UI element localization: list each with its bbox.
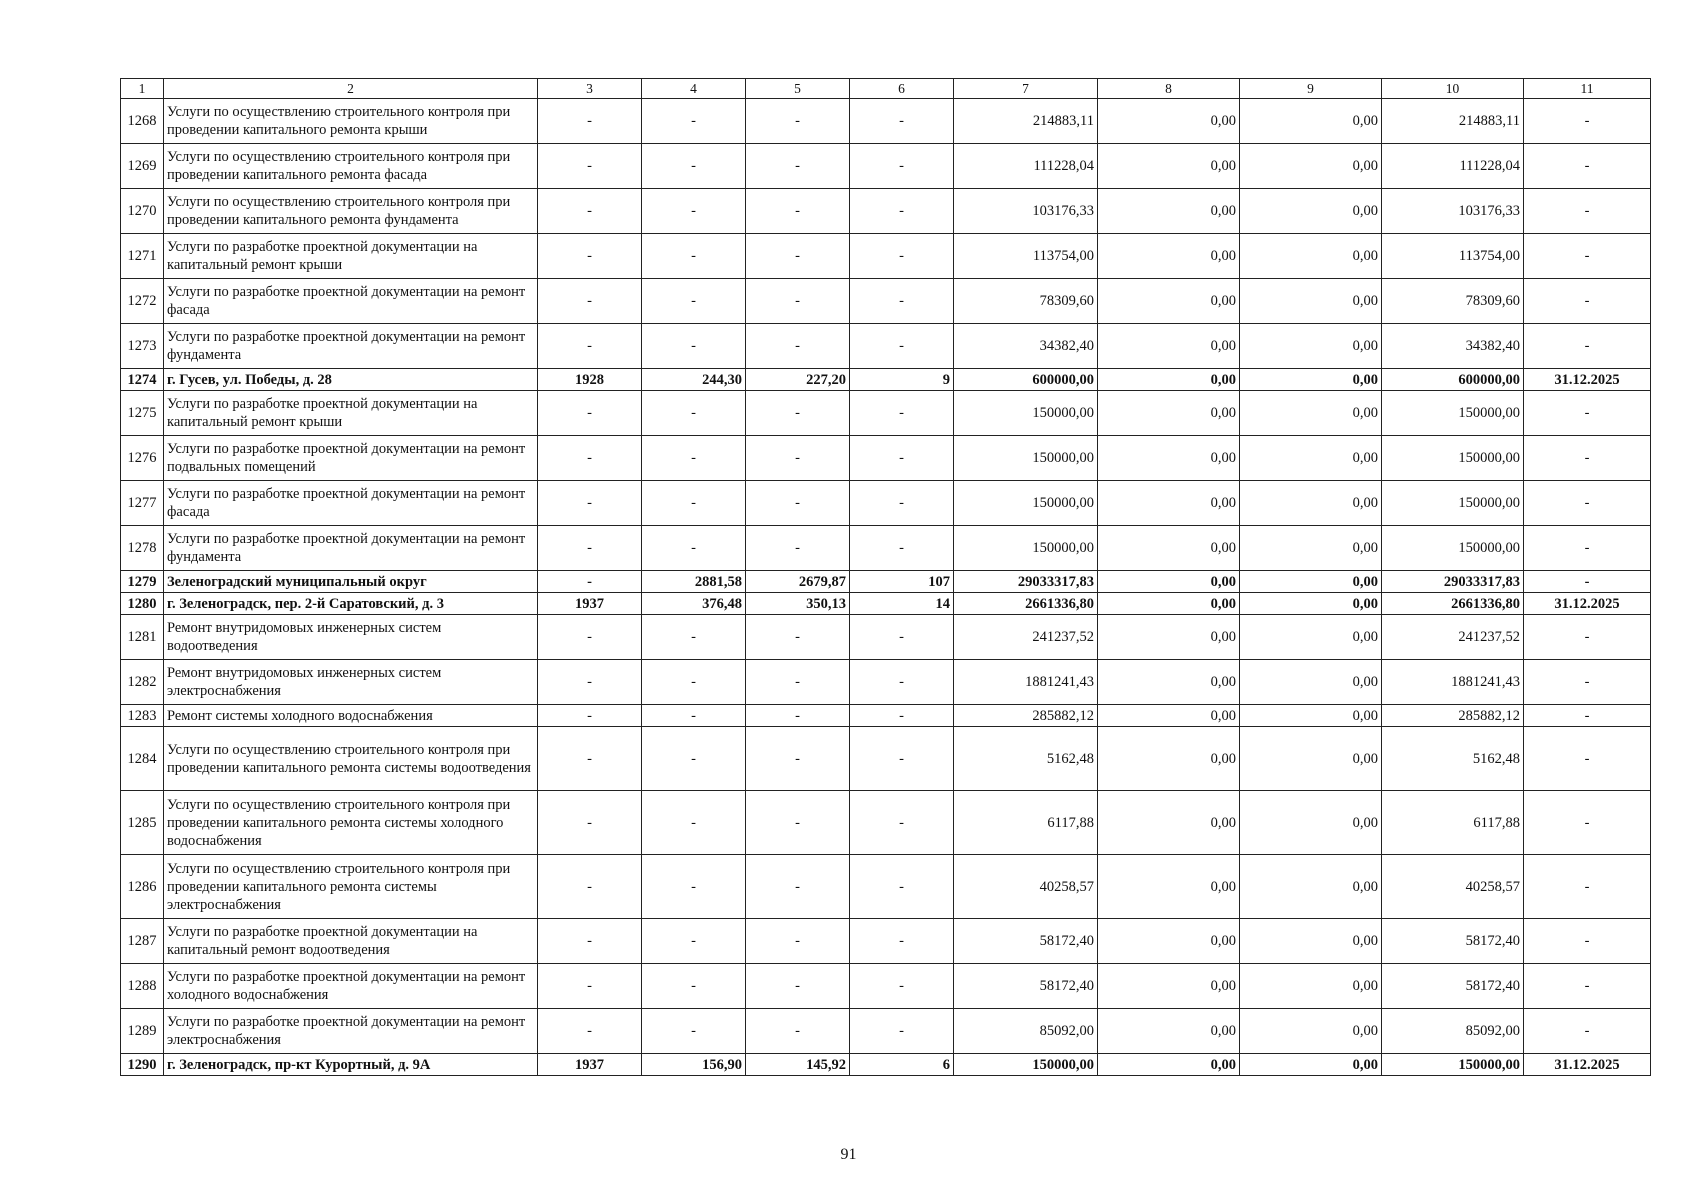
table-row [121, 791, 1651, 855]
residents-cell: - [850, 615, 954, 660]
deadline-cell: 31.12.2025 [1524, 593, 1651, 615]
row-number-cell: 1290 [121, 1054, 164, 1076]
living-area-cell: 350,13 [746, 593, 850, 615]
deadline-cell: - [1524, 526, 1651, 571]
year-cell: - [538, 481, 642, 526]
deadline-cell: - [1524, 99, 1651, 144]
total-cost-cell: 150000,00 [954, 526, 1098, 571]
cost-col9-cell: 0,00 [1240, 593, 1382, 615]
total-cost-cell: 58172,40 [954, 964, 1098, 1009]
column-header: 11 [1524, 79, 1651, 99]
residents-cell: 6 [850, 1054, 954, 1076]
address-row [121, 1054, 1651, 1076]
cost-col10-cell: 34382,40 [1382, 324, 1524, 369]
total-cost-cell: 78309,60 [954, 279, 1098, 324]
living-area-cell: - [746, 660, 850, 705]
deadline-cell: - [1524, 615, 1651, 660]
year-cell: 1928 [538, 369, 642, 391]
work-description-cell: Ремонт внутридомовых инженерных систем электроснабжения [164, 660, 538, 705]
deadline-cell: - [1524, 1009, 1651, 1054]
living-area-cell: - [746, 964, 850, 1009]
row-number-cell: 1284 [121, 727, 164, 791]
table-row [121, 526, 1651, 571]
total-cost-cell: 111228,04 [954, 144, 1098, 189]
table-row [121, 615, 1651, 660]
deadline-cell: - [1524, 660, 1651, 705]
cost-col9-cell: 0,00 [1240, 615, 1382, 660]
cost-col8-cell: 0,00 [1098, 234, 1240, 279]
table-row [121, 481, 1651, 526]
living-area-cell: - [746, 705, 850, 727]
total-area-cell: - [642, 144, 746, 189]
row-number-cell: 1278 [121, 526, 164, 571]
column-header: 8 [1098, 79, 1240, 99]
cost-col9-cell: 0,00 [1240, 324, 1382, 369]
cost-col9-cell: 0,00 [1240, 99, 1382, 144]
cost-col9-cell: 0,00 [1240, 369, 1382, 391]
cost-col10-cell: 285882,12 [1382, 705, 1524, 727]
deadline-cell: - [1524, 279, 1651, 324]
total-cost-cell: 103176,33 [954, 189, 1098, 234]
total-area-cell: - [642, 279, 746, 324]
table-row [121, 234, 1651, 279]
work-description-cell: г. Зеленоградск, пер. 2-й Саратовский, д. 3 [164, 593, 538, 615]
table-row [121, 189, 1651, 234]
residents-cell: - [850, 964, 954, 1009]
column-header: 3 [538, 79, 642, 99]
column-header: 5 [746, 79, 850, 99]
cost-col10-cell: 2661336,80 [1382, 593, 1524, 615]
total-cost-cell: 29033317,83 [954, 571, 1098, 593]
table-row [121, 99, 1651, 144]
year-cell: - [538, 727, 642, 791]
total-area-cell: - [642, 727, 746, 791]
cost-col8-cell: 0,00 [1098, 1054, 1240, 1076]
total-area-cell: - [642, 855, 746, 919]
cost-col9-cell: 0,00 [1240, 571, 1382, 593]
deadline-cell: - [1524, 727, 1651, 791]
row-number-cell: 1277 [121, 481, 164, 526]
year-cell: - [538, 189, 642, 234]
deadline-cell: - [1524, 705, 1651, 727]
cost-col9-cell: 0,00 [1240, 436, 1382, 481]
table-body [121, 79, 1651, 1076]
total-area-cell: - [642, 660, 746, 705]
cost-col10-cell: 113754,00 [1382, 234, 1524, 279]
cost-col9-cell: 0,00 [1240, 279, 1382, 324]
work-description-cell: г. Зеленоградск, пр-кт Курортный, д. 9А [164, 1054, 538, 1076]
total-cost-cell: 40258,57 [954, 855, 1098, 919]
cost-col10-cell: 85092,00 [1382, 1009, 1524, 1054]
residents-cell: - [850, 919, 954, 964]
cost-col9-cell: 0,00 [1240, 144, 1382, 189]
row-number-cell: 1272 [121, 279, 164, 324]
total-cost-cell: 1881241,43 [954, 660, 1098, 705]
work-description-cell: Услуги по разработке проектной документации на ремонт фасада [164, 481, 538, 526]
cost-col8-cell: 0,00 [1098, 660, 1240, 705]
work-description-cell: Услуги по осуществлению строительного контроля при проведении капитального ремонта фундамента [164, 189, 538, 234]
work-description-cell: Услуги по разработке проектной документации на капитальный ремонт крыши [164, 234, 538, 279]
work-description-cell: Услуги по осуществлению строительного контроля при проведении капитального ремонта системы водоотведения [164, 727, 538, 791]
total-area-cell: - [642, 324, 746, 369]
deadline-cell: 31.12.2025 [1524, 1054, 1651, 1076]
residents-cell: - [850, 1009, 954, 1054]
residents-cell: - [850, 436, 954, 481]
cost-col8-cell: 0,00 [1098, 615, 1240, 660]
total-area-cell: 2881,58 [642, 571, 746, 593]
deadline-cell: - [1524, 144, 1651, 189]
living-area-cell: - [746, 189, 850, 234]
residents-cell: - [850, 727, 954, 791]
work-description-cell: Услуги по разработке проектной документации на ремонт фундамента [164, 324, 538, 369]
total-area-cell: - [642, 1009, 746, 1054]
work-description-cell: Услуги по разработке проектной документации на капитальный ремонт крыши [164, 391, 538, 436]
row-number-cell: 1281 [121, 615, 164, 660]
residents-cell: 9 [850, 369, 954, 391]
residents-cell: - [850, 99, 954, 144]
residents-cell: - [850, 791, 954, 855]
row-number-cell: 1288 [121, 964, 164, 1009]
cost-col10-cell: 6117,88 [1382, 791, 1524, 855]
cost-col8-cell: 0,00 [1098, 99, 1240, 144]
deadline-cell: - [1524, 791, 1651, 855]
living-area-cell: - [746, 526, 850, 571]
cost-col8-cell: 0,00 [1098, 727, 1240, 791]
residents-cell: - [850, 279, 954, 324]
residents-cell: - [850, 189, 954, 234]
row-number-cell: 1282 [121, 660, 164, 705]
row-number-cell: 1271 [121, 234, 164, 279]
deadline-cell: - [1524, 324, 1651, 369]
document-table-container [120, 78, 1650, 1076]
repair-program-table [120, 78, 1651, 1076]
cost-col8-cell: 0,00 [1098, 593, 1240, 615]
row-number-cell: 1289 [121, 1009, 164, 1054]
year-cell: - [538, 144, 642, 189]
total-area-cell: - [642, 791, 746, 855]
work-description-cell: Услуги по разработке проектной документации на ремонт фасада [164, 279, 538, 324]
row-number-cell: 1287 [121, 919, 164, 964]
cost-col9-cell: 0,00 [1240, 189, 1382, 234]
living-area-cell: - [746, 391, 850, 436]
residents-cell: - [850, 481, 954, 526]
cost-col8-cell: 0,00 [1098, 526, 1240, 571]
living-area-cell: 2679,87 [746, 571, 850, 593]
living-area-cell: - [746, 99, 850, 144]
row-number-cell: 1274 [121, 369, 164, 391]
year-cell: - [538, 660, 642, 705]
row-number-cell: 1286 [121, 855, 164, 919]
residents-cell: - [850, 324, 954, 369]
deadline-cell: - [1524, 234, 1651, 279]
living-area-cell: - [746, 234, 850, 279]
residents-cell: - [850, 391, 954, 436]
residents-cell: 107 [850, 571, 954, 593]
total-area-cell: 376,48 [642, 593, 746, 615]
column-header: 4 [642, 79, 746, 99]
cost-col9-cell: 0,00 [1240, 234, 1382, 279]
total-area-cell: - [642, 705, 746, 727]
total-cost-cell: 600000,00 [954, 369, 1098, 391]
total-cost-cell: 5162,48 [954, 727, 1098, 791]
work-description-cell: Услуги по осуществлению строительного контроля при проведении капитального ремонта фасада [164, 144, 538, 189]
cost-col10-cell: 111228,04 [1382, 144, 1524, 189]
column-header: 9 [1240, 79, 1382, 99]
cost-col8-cell: 0,00 [1098, 391, 1240, 436]
living-area-cell: - [746, 279, 850, 324]
year-cell: - [538, 705, 642, 727]
year-cell: - [538, 855, 642, 919]
column-header: 6 [850, 79, 954, 99]
cost-col10-cell: 58172,40 [1382, 919, 1524, 964]
row-number-cell: 1273 [121, 324, 164, 369]
address-row [121, 571, 1651, 593]
cost-col8-cell: 0,00 [1098, 481, 1240, 526]
total-area-cell: - [642, 189, 746, 234]
row-number-cell: 1270 [121, 189, 164, 234]
work-description-cell: Зеленоградский муниципальный округ [164, 571, 538, 593]
cost-col10-cell: 150000,00 [1382, 391, 1524, 436]
cost-col8-cell: 0,00 [1098, 791, 1240, 855]
cost-col8-cell: 0,00 [1098, 189, 1240, 234]
total-cost-cell: 113754,00 [954, 234, 1098, 279]
year-cell: - [538, 391, 642, 436]
cost-col10-cell: 58172,40 [1382, 964, 1524, 1009]
cost-col10-cell: 150000,00 [1382, 481, 1524, 526]
total-cost-cell: 58172,40 [954, 919, 1098, 964]
cost-col9-cell: 0,00 [1240, 660, 1382, 705]
residents-cell: - [850, 705, 954, 727]
total-area-cell: - [642, 526, 746, 571]
table-row [121, 391, 1651, 436]
cost-col8-cell: 0,00 [1098, 705, 1240, 727]
cost-col10-cell: 103176,33 [1382, 189, 1524, 234]
column-header: 10 [1382, 79, 1524, 99]
year-cell: - [538, 436, 642, 481]
cost-col8-cell: 0,00 [1098, 144, 1240, 189]
living-area-cell: - [746, 855, 850, 919]
row-number-cell: 1269 [121, 144, 164, 189]
total-cost-cell: 150000,00 [954, 481, 1098, 526]
total-cost-cell: 285882,12 [954, 705, 1098, 727]
column-header: 1 [121, 79, 164, 99]
cost-col8-cell: 0,00 [1098, 571, 1240, 593]
cost-col9-cell: 0,00 [1240, 964, 1382, 1009]
year-cell: 1937 [538, 593, 642, 615]
work-description-cell: Услуги по разработке проектной документации на капитальный ремонт водоотведения [164, 919, 538, 964]
deadline-cell: - [1524, 481, 1651, 526]
total-cost-cell: 150000,00 [954, 1054, 1098, 1076]
cost-col8-cell: 0,00 [1098, 324, 1240, 369]
work-description-cell: Услуги по осуществлению строительного контроля при проведении капитального ремонта крыши [164, 99, 538, 144]
year-cell: - [538, 324, 642, 369]
total-area-cell: - [642, 919, 746, 964]
work-description-cell: Услуги по разработке проектной документации на ремонт холодного водоснабжения [164, 964, 538, 1009]
deadline-cell: - [1524, 855, 1651, 919]
year-cell: - [538, 571, 642, 593]
cost-col9-cell: 0,00 [1240, 727, 1382, 791]
total-cost-cell: 150000,00 [954, 391, 1098, 436]
total-cost-cell: 85092,00 [954, 1009, 1098, 1054]
total-area-cell: 156,90 [642, 1054, 746, 1076]
cost-col9-cell: 0,00 [1240, 526, 1382, 571]
cost-col10-cell: 40258,57 [1382, 855, 1524, 919]
address-row [121, 369, 1651, 391]
cost-col8-cell: 0,00 [1098, 964, 1240, 1009]
residents-cell: - [850, 526, 954, 571]
cost-col8-cell: 0,00 [1098, 369, 1240, 391]
living-area-cell: 227,20 [746, 369, 850, 391]
total-area-cell: - [642, 391, 746, 436]
work-description-cell: г. Гусев, ул. Победы, д. 28 [164, 369, 538, 391]
page-number: 91 [840, 1146, 857, 1163]
total-cost-cell: 2661336,80 [954, 593, 1098, 615]
year-cell: - [538, 615, 642, 660]
cost-col9-cell: 0,00 [1240, 481, 1382, 526]
cost-col8-cell: 0,00 [1098, 855, 1240, 919]
cost-col8-cell: 0,00 [1098, 1009, 1240, 1054]
year-cell: - [538, 279, 642, 324]
living-area-cell: - [746, 615, 850, 660]
cost-col10-cell: 214883,11 [1382, 99, 1524, 144]
cost-col10-cell: 241237,52 [1382, 615, 1524, 660]
year-cell: 1937 [538, 1054, 642, 1076]
work-description-cell: Услуги по осуществлению строительного контроля при проведении капитального ремонта системы холодного водоснабжения [164, 791, 538, 855]
column-header: 2 [164, 79, 538, 99]
row-number-cell: 1268 [121, 99, 164, 144]
table-row [121, 1009, 1651, 1054]
residents-cell: - [850, 660, 954, 705]
deadline-cell: - [1524, 391, 1651, 436]
total-area-cell: 244,30 [642, 369, 746, 391]
deadline-cell: - [1524, 571, 1651, 593]
cost-col8-cell: 0,00 [1098, 279, 1240, 324]
work-description-cell: Услуги по осуществлению строительного контроля при проведении капитального ремонта системы электроснабжения [164, 855, 538, 919]
deadline-cell: - [1524, 964, 1651, 1009]
total-cost-cell: 150000,00 [954, 436, 1098, 481]
cost-col10-cell: 150000,00 [1382, 526, 1524, 571]
cost-col8-cell: 0,00 [1098, 436, 1240, 481]
table-row [121, 964, 1651, 1009]
living-area-cell: - [746, 144, 850, 189]
table-row [121, 660, 1651, 705]
living-area-cell: - [746, 791, 850, 855]
year-cell: - [538, 234, 642, 279]
total-cost-cell: 34382,40 [954, 324, 1098, 369]
year-cell: - [538, 99, 642, 144]
table-row [121, 436, 1651, 481]
cost-col10-cell: 78309,60 [1382, 279, 1524, 324]
residents-cell: 14 [850, 593, 954, 615]
deadline-cell: 31.12.2025 [1524, 369, 1651, 391]
total-cost-cell: 214883,11 [954, 99, 1098, 144]
cost-col9-cell: 0,00 [1240, 1009, 1382, 1054]
residents-cell: - [850, 234, 954, 279]
deadline-cell: - [1524, 919, 1651, 964]
living-area-cell: - [746, 436, 850, 481]
total-area-cell: - [642, 481, 746, 526]
cost-col9-cell: 0,00 [1240, 855, 1382, 919]
cost-col10-cell: 150000,00 [1382, 436, 1524, 481]
residents-cell: - [850, 144, 954, 189]
work-description-cell: Услуги по разработке проектной документации на ремонт подвальных помещений [164, 436, 538, 481]
year-cell: - [538, 791, 642, 855]
living-area-cell: - [746, 919, 850, 964]
cost-col9-cell: 0,00 [1240, 919, 1382, 964]
column-header: 7 [954, 79, 1098, 99]
living-area-cell: - [746, 727, 850, 791]
header-row [121, 79, 1651, 99]
row-number-cell: 1275 [121, 391, 164, 436]
address-row [121, 593, 1651, 615]
cost-col10-cell: 1881241,43 [1382, 660, 1524, 705]
row-number-cell: 1279 [121, 571, 164, 593]
work-description-cell: Ремонт системы холодного водоснабжения [164, 705, 538, 727]
work-description-cell: Ремонт внутридомовых инженерных систем водоотведения [164, 615, 538, 660]
year-cell: - [538, 526, 642, 571]
living-area-cell: - [746, 1009, 850, 1054]
cost-col9-cell: 0,00 [1240, 705, 1382, 727]
total-area-cell: - [642, 436, 746, 481]
table-row [121, 324, 1651, 369]
row-number-cell: 1283 [121, 705, 164, 727]
cost-col10-cell: 5162,48 [1382, 727, 1524, 791]
total-area-cell: - [642, 99, 746, 144]
living-area-cell: 145,92 [746, 1054, 850, 1076]
cost-col10-cell: 150000,00 [1382, 1054, 1524, 1076]
deadline-cell: - [1524, 436, 1651, 481]
year-cell: - [538, 1009, 642, 1054]
total-area-cell: - [642, 964, 746, 1009]
table-row [121, 279, 1651, 324]
work-description-cell: Услуги по разработке проектной документации на ремонт фундамента [164, 526, 538, 571]
year-cell: - [538, 964, 642, 1009]
row-number-cell: 1276 [121, 436, 164, 481]
cost-col9-cell: 0,00 [1240, 1054, 1382, 1076]
residents-cell: - [850, 855, 954, 919]
table-row [121, 144, 1651, 189]
total-cost-cell: 6117,88 [954, 791, 1098, 855]
cost-col10-cell: 29033317,83 [1382, 571, 1524, 593]
cost-col9-cell: 0,00 [1240, 791, 1382, 855]
table-row [121, 855, 1651, 919]
living-area-cell: - [746, 481, 850, 526]
total-cost-cell: 241237,52 [954, 615, 1098, 660]
deadline-cell: - [1524, 189, 1651, 234]
cost-col8-cell: 0,00 [1098, 919, 1240, 964]
living-area-cell: - [746, 324, 850, 369]
year-cell: - [538, 919, 642, 964]
total-area-cell: - [642, 615, 746, 660]
cost-col10-cell: 600000,00 [1382, 369, 1524, 391]
row-number-cell: 1285 [121, 791, 164, 855]
cost-col9-cell: 0,00 [1240, 391, 1382, 436]
work-description-cell: Услуги по разработке проектной документации на ремонт электроснабжения [164, 1009, 538, 1054]
row-number-cell: 1280 [121, 593, 164, 615]
total-area-cell: - [642, 234, 746, 279]
table-row [121, 727, 1651, 791]
table-row [121, 919, 1651, 964]
table-row [121, 705, 1651, 727]
